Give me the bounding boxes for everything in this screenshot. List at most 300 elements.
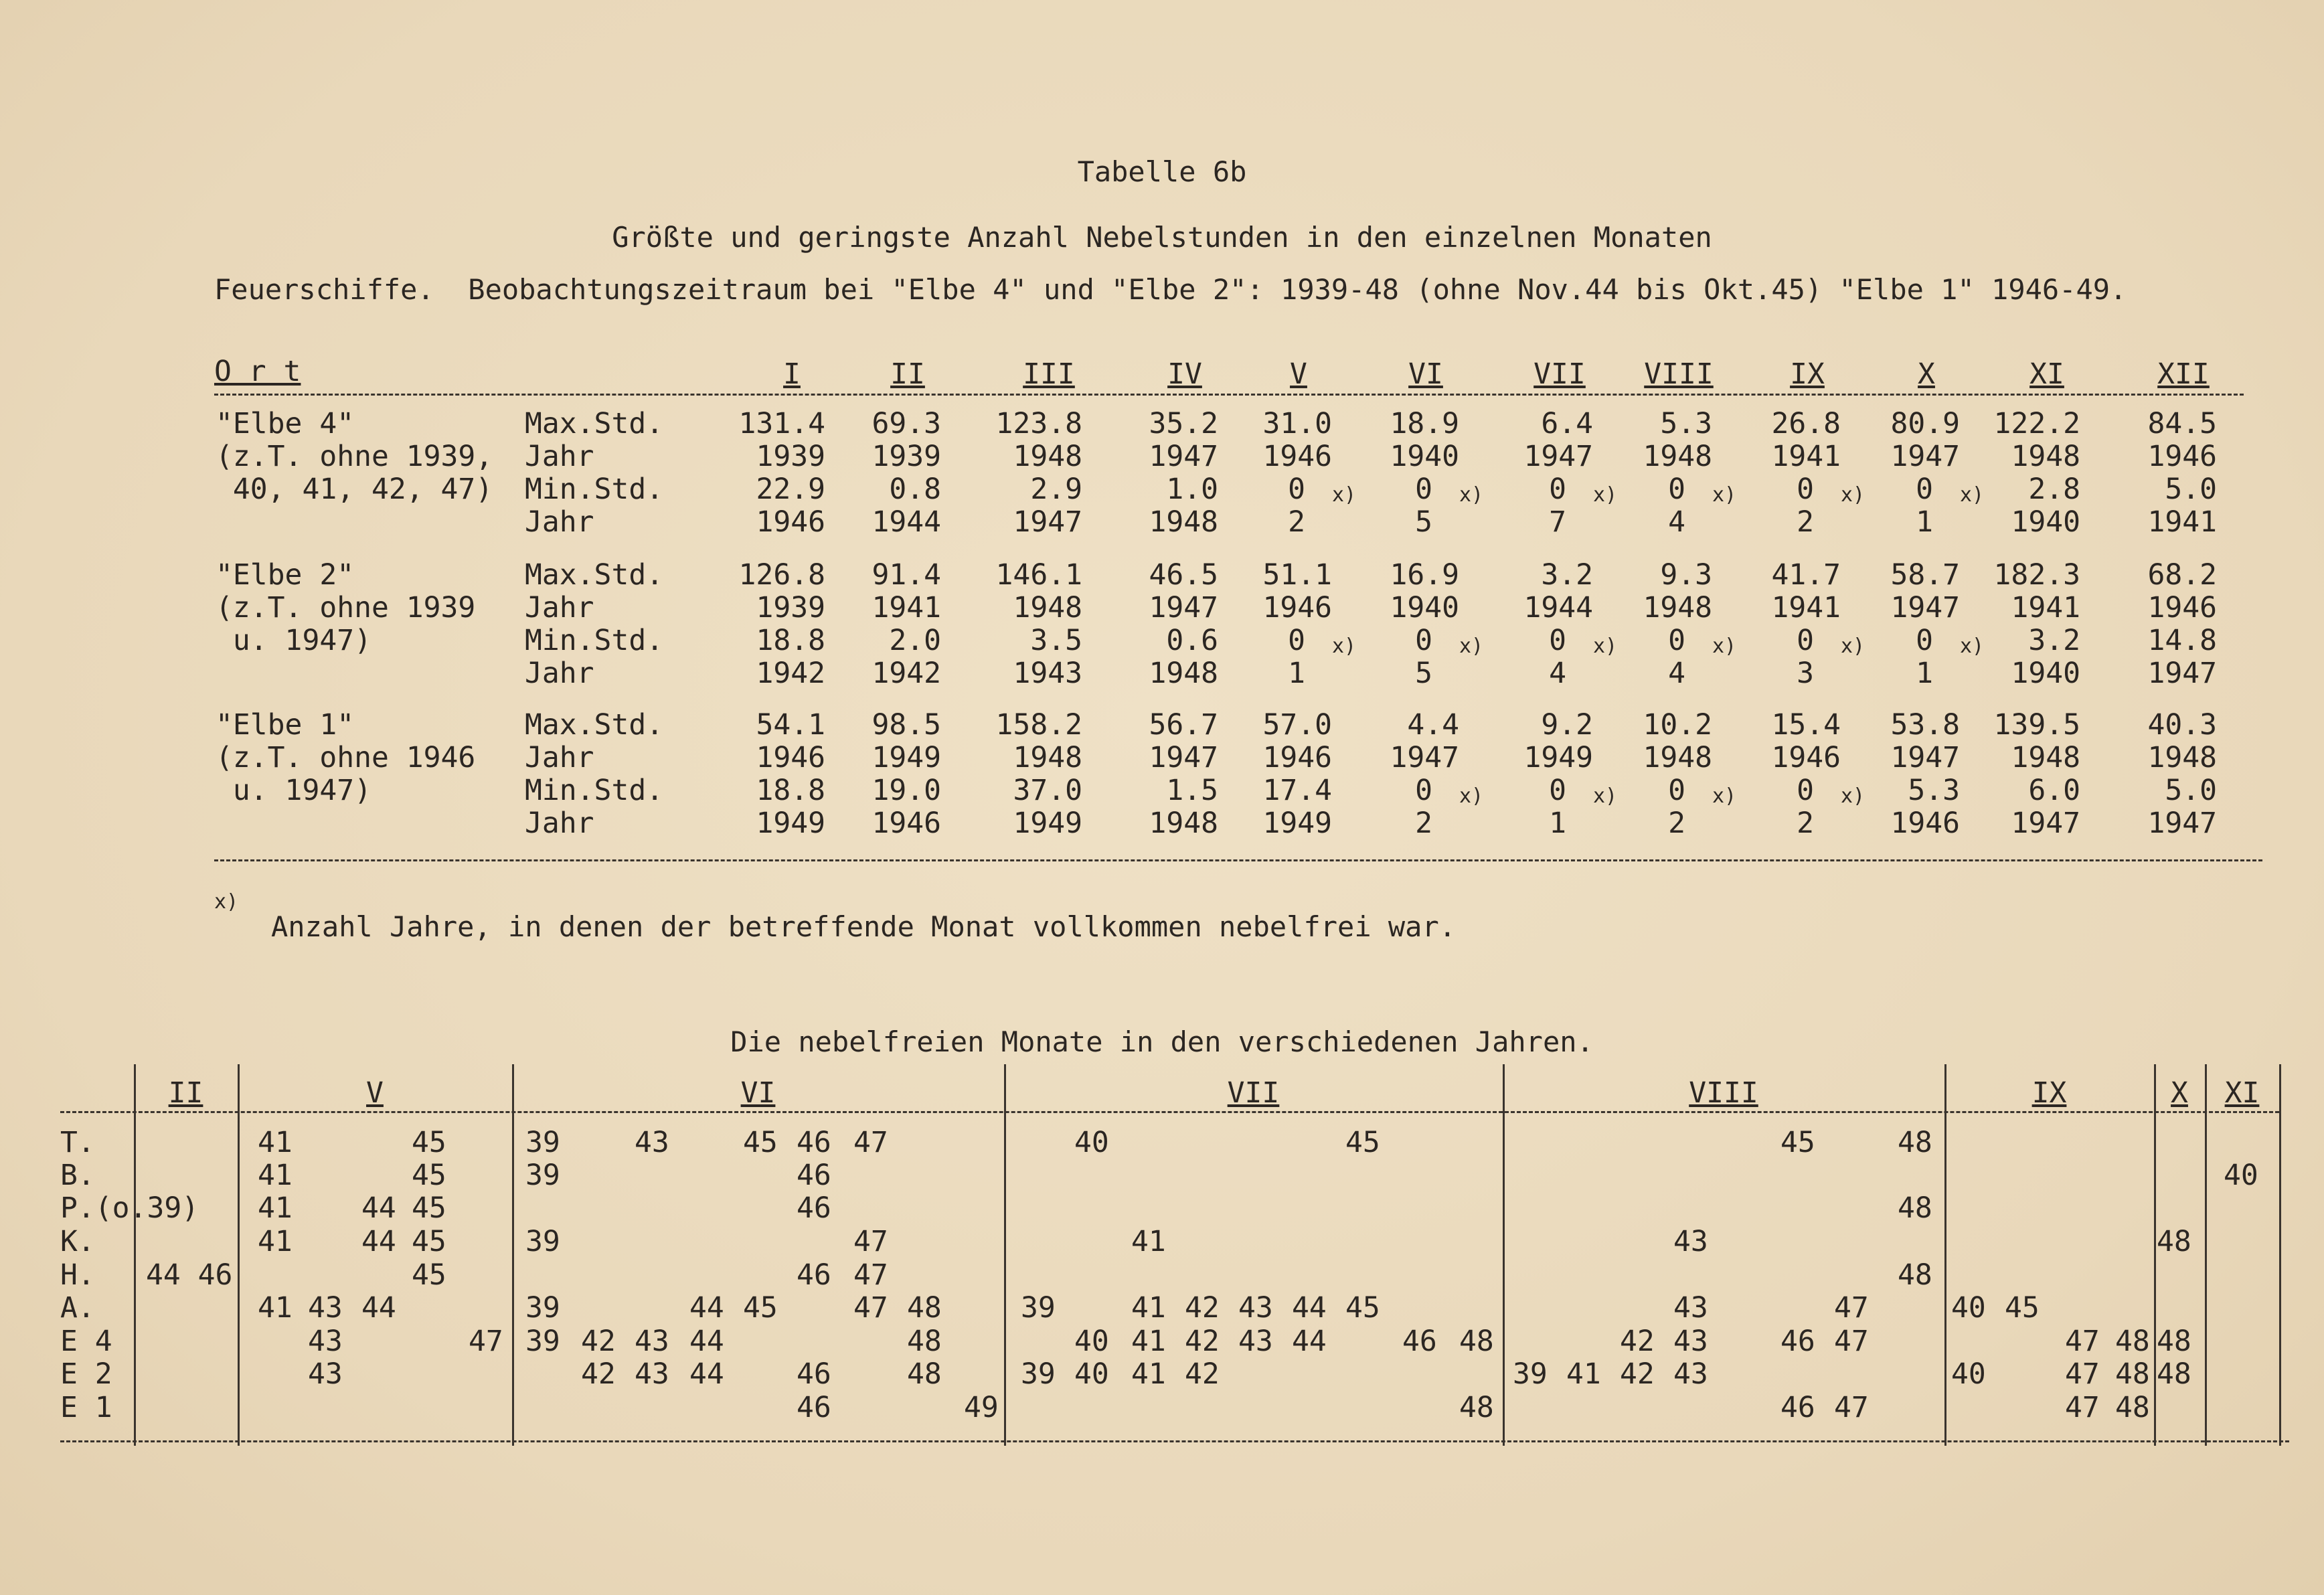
cell-value: 45 — [412, 1159, 446, 1192]
cell-value: 1947 — [1890, 440, 1960, 473]
cell-value: 42 — [1620, 1357, 1655, 1391]
cell-value: 44 — [1292, 1291, 1327, 1325]
cell-value: 39 — [525, 1159, 560, 1192]
cell-value: 10.2 — [1643, 708, 1712, 742]
cell-value: 43 — [308, 1357, 343, 1391]
row-label: E 2 — [60, 1357, 112, 1391]
cell-value: 41 — [258, 1225, 293, 1258]
row-label: Min.Std. — [525, 774, 664, 807]
cell-value: 48 — [1898, 1126, 1932, 1159]
cell-value: 45 — [412, 1258, 446, 1292]
cell-value: 0 — [1916, 473, 1933, 506]
cell-value: 46 — [797, 1191, 831, 1225]
row-label: Jahr — [525, 505, 594, 539]
cell-value: 3.5 — [1030, 624, 1082, 657]
cell-value: 43 — [1238, 1325, 1273, 1358]
cell-value: 40 — [1074, 1357, 1109, 1391]
cell-value: 1946 — [872, 807, 941, 840]
cell-value: 68.2 — [2147, 558, 2217, 592]
cell-value: 1.0 — [1166, 473, 1218, 506]
cell-value: 43 — [1673, 1325, 1708, 1358]
cell-value: 43 — [1238, 1291, 1273, 1325]
cell-value: 98.5 — [872, 708, 941, 742]
cell-value: 48 — [1459, 1325, 1494, 1358]
cell-value: 2.9 — [1030, 473, 1082, 506]
cell-value: 5.0 — [2165, 473, 2217, 506]
cell-value: 1947 — [1149, 440, 1218, 473]
cell-value: 1943 — [1013, 657, 1082, 690]
header-month-X: X — [2171, 1076, 2188, 1110]
column-divider — [512, 1064, 514, 1446]
cell-value: 14.8 — [2147, 624, 2217, 657]
cell-value: 80.9 — [1890, 407, 1960, 440]
cell-value: 1.5 — [1166, 774, 1218, 807]
cell-value: 2 x) — [1288, 483, 1357, 539]
row-label: A. — [60, 1291, 95, 1325]
cell-value: 1949 — [1013, 807, 1082, 840]
cell-value: 40 — [1951, 1291, 1986, 1325]
cell-value: 69.3 — [872, 407, 941, 440]
cell-value: 48 — [907, 1325, 942, 1358]
cell-value: 44 — [689, 1325, 724, 1358]
cell-value: 16.9 — [1390, 558, 1459, 592]
cell-value: 9.2 — [1541, 708, 1593, 742]
cell-value: 91.4 — [872, 558, 941, 592]
cell-value: 46 — [1780, 1325, 1815, 1358]
cell-value: 0 — [1916, 624, 1933, 657]
cell-value: 42 — [581, 1325, 616, 1358]
header-month-XI: XI — [2029, 357, 2064, 391]
cell-value: 46.5 — [1149, 558, 1218, 592]
cell-value: 48 — [907, 1291, 942, 1325]
cell-value: 42 — [1620, 1325, 1655, 1358]
cell-value: 1949 — [1523, 741, 1593, 774]
fog-free-months-title: Die nebelfreien Monate in den verschiedenen Jahren. — [730, 1025, 1594, 1058]
header-month-XI: XI — [2224, 1076, 2260, 1110]
location-label: u. 1947) — [216, 624, 371, 657]
row-label: Min.Std. — [525, 624, 664, 657]
header-ort: O r t — [214, 355, 301, 388]
cell-value: 2.8 — [2028, 473, 2080, 506]
cell-value: 0 — [1668, 473, 1685, 506]
cell-value: 47 — [1834, 1291, 1869, 1325]
cell-value: 47 — [853, 1126, 888, 1159]
cell-value: 45 — [743, 1126, 778, 1159]
cell-value: 43 — [635, 1357, 669, 1391]
row-label: Jahr — [525, 741, 594, 774]
cell-value: 45 — [743, 1291, 778, 1325]
cell-value: 1939 — [872, 440, 941, 473]
footnote-ref: x) — [1459, 483, 1484, 507]
table-subtitle: Größte und geringste Anzahl Nebelstunden in den einzelnen Monaten — [612, 221, 1712, 254]
cell-value: 40 — [1951, 1357, 1986, 1391]
cell-value: 0 — [1288, 473, 1305, 506]
cell-value: 0 — [1668, 774, 1685, 807]
header-month-VII: VII — [1227, 1076, 1280, 1110]
cell-value: 1947 — [1013, 505, 1082, 539]
cell-value: 1948 — [2147, 741, 2217, 774]
cell-value: 39 — [1021, 1357, 1056, 1391]
footnote-ref: x) — [1841, 784, 1865, 808]
cell-value: 40 — [1074, 1126, 1109, 1159]
cell-value: 1946 — [1262, 591, 1332, 624]
cell-value: 1941 — [1771, 591, 1841, 624]
cell-value: 6.0 — [2028, 774, 2080, 807]
cell-value: 46 — [797, 1258, 831, 1292]
row-label: P.(o.39) — [60, 1191, 199, 1225]
footnote-ref: x) — [1332, 483, 1357, 507]
cell-value: 5.0 — [2165, 774, 2217, 807]
cell-value: 44 — [361, 1191, 396, 1225]
cell-value: 39 — [1513, 1357, 1548, 1391]
row-label: E 4 — [60, 1325, 112, 1358]
header-rule — [214, 394, 2244, 396]
cell-value: 1946 — [1771, 741, 1841, 774]
cell-value: 41 — [1131, 1357, 1166, 1391]
cell-value: 1947 — [1890, 741, 1960, 774]
cell-value: 1940 — [2011, 657, 2080, 690]
column-divider — [1944, 1064, 1946, 1446]
cell-value: 1947 — [2147, 657, 2217, 690]
cell-value: 1947 — [1390, 741, 1459, 774]
cell-value: 31.0 — [1262, 407, 1332, 440]
cell-value: 39 — [525, 1291, 560, 1325]
cell-value: 47 — [2065, 1391, 2100, 1424]
cell-value: 1947 — [1149, 741, 1218, 774]
header-month-XII: XII — [2157, 357, 2210, 391]
cell-value: 56.7 — [1149, 708, 1218, 742]
header-month-VIII: VIII — [1644, 357, 1714, 391]
cell-value: 47 — [1834, 1325, 1869, 1358]
cell-value: 15.4 — [1771, 708, 1841, 742]
cell-value: 0.6 — [1166, 624, 1218, 657]
cell-value: 46 — [1402, 1325, 1437, 1358]
cell-value: 0 — [1668, 624, 1685, 657]
cell-value: 51.1 — [1262, 558, 1332, 592]
row-label: Jahr — [525, 657, 594, 690]
cell-value: 44 — [361, 1291, 396, 1325]
cell-value: 46 — [1780, 1391, 1815, 1424]
footnote-mark: x) — [214, 890, 239, 914]
cell-value: 46 — [797, 1357, 831, 1391]
header-month-IV: IV — [1167, 357, 1202, 391]
cell-value: 158.2 — [995, 708, 1082, 742]
cell-value: 1942 — [756, 657, 825, 690]
cell-value: 46 — [797, 1126, 831, 1159]
cell-value: 1947 — [2011, 807, 2080, 840]
cell-value: 1940 — [1390, 591, 1459, 624]
cell-value: 2 x) — [1797, 784, 1865, 840]
cell-value: 1948 — [1643, 741, 1712, 774]
table-title: Tabelle 6b — [1077, 155, 1247, 188]
cell-value: 44 — [361, 1225, 396, 1258]
row-label: Jahr — [525, 440, 594, 473]
cell-value: 41 — [1131, 1225, 1166, 1258]
cell-value: 146.1 — [995, 558, 1082, 592]
cell-value: 5.3 — [1908, 774, 1960, 807]
cell-value: 43 — [308, 1291, 343, 1325]
cell-value: 1946 — [2147, 591, 2217, 624]
cell-value: 48 — [2157, 1357, 2191, 1391]
cell-value: 45 — [2005, 1291, 2040, 1325]
header-month-II: II — [168, 1076, 203, 1110]
footnote-ref: x) — [1712, 483, 1737, 507]
footnote-ref: x) — [1960, 635, 1985, 658]
observation-period-note: Feuerschiffe. Beobachtungszeitraum bei "Elbe 4" und "Elbe 2": 1939-48 (ohne Nov.44 bis Okt.45) "Elbe 1" 1946-49. — [214, 273, 2127, 306]
cell-value: 0 — [1797, 624, 1814, 657]
cell-value: 182.3 — [1993, 558, 2080, 592]
cell-value: 1949 — [1262, 807, 1332, 840]
cell-value: 48 — [907, 1357, 942, 1391]
cell-value: 45 — [412, 1191, 446, 1225]
cell-value: 47 — [2065, 1325, 2100, 1358]
cell-value: 4 x) — [1668, 483, 1737, 539]
cell-value: 1948 — [1013, 440, 1082, 473]
cell-value: 1941 — [2011, 591, 2080, 624]
column-divider — [1503, 1064, 1505, 1446]
footnote-ref: x) — [1459, 784, 1484, 808]
cell-value: 123.8 — [995, 407, 1082, 440]
cell-value: 47 — [853, 1258, 888, 1292]
cell-value: 58.7 — [1890, 558, 1960, 592]
header-month-IX: IX — [2031, 1076, 2067, 1110]
cell-value: 42 — [1185, 1291, 1220, 1325]
cell-value: 39 — [525, 1325, 560, 1358]
cell-value: 122.2 — [1993, 407, 2080, 440]
footnote-ref: x) — [1593, 784, 1618, 808]
cell-value: 47 — [2065, 1357, 2100, 1391]
header-month-VII: VII — [1533, 357, 1586, 391]
cell-value: 41 — [1566, 1357, 1601, 1391]
cell-value: 1948 — [1643, 440, 1712, 473]
row-label: K. — [60, 1225, 95, 1258]
cell-value: 42 — [1185, 1357, 1220, 1391]
cell-value: 0 — [1797, 774, 1814, 807]
cell-value: 1942 — [872, 657, 941, 690]
cell-value: 3.2 — [1541, 558, 1593, 592]
cell-value: 1 x) — [1288, 635, 1357, 690]
cell-value: 1946 — [1262, 741, 1332, 774]
cell-value: 1949 — [756, 807, 825, 840]
footnote-ref: x) — [1841, 635, 1865, 658]
header-month-X: X — [1918, 357, 1935, 391]
cell-value: 37.0 — [1013, 774, 1082, 807]
cell-value: 1948 — [2011, 741, 2080, 774]
cell-value: 45 — [412, 1126, 446, 1159]
cell-value: 41 — [258, 1159, 293, 1192]
cell-value: 45 — [1345, 1126, 1380, 1159]
cell-value: 35.2 — [1149, 407, 1218, 440]
cell-value: 42 — [1185, 1325, 1220, 1358]
column-divider — [2279, 1064, 2281, 1446]
cell-value: 5 x) — [1415, 483, 1484, 539]
location-label: 40, 41, 42, 47) — [216, 473, 493, 506]
cell-value: 48 — [2115, 1391, 2150, 1424]
cell-value: 1940 — [1390, 440, 1459, 473]
cell-value: 3.2 — [2028, 624, 2080, 657]
cell-value: 1947 — [2147, 807, 2217, 840]
cell-value: 3 x) — [1797, 635, 1865, 690]
cell-value: 18.8 — [756, 624, 825, 657]
table-bottom-rule — [60, 1440, 2289, 1442]
cell-value: 18.8 — [756, 774, 825, 807]
cell-value: 49 — [964, 1391, 999, 1424]
cell-value: 1948 — [2011, 440, 2080, 473]
cell-value: 1946 — [756, 741, 825, 774]
footnote-ref: x) — [1459, 635, 1484, 658]
cell-value: 1946 — [1262, 440, 1332, 473]
table-bottom-rule — [214, 859, 2262, 861]
cell-value: 41 — [258, 1126, 293, 1159]
row-label: Max.Std. — [525, 708, 664, 742]
cell-value: 48 — [2157, 1225, 2191, 1258]
location-label: (z.T. ohne 1939, — [216, 440, 493, 473]
cell-value: 44 46 — [146, 1258, 233, 1292]
cell-value: 43 — [1673, 1225, 1708, 1258]
cell-value: 1947 — [1149, 591, 1218, 624]
cell-value: 41.7 — [1771, 558, 1841, 592]
cell-value: 48 — [1898, 1191, 1932, 1225]
cell-value: 1948 — [1013, 741, 1082, 774]
cell-value: 1948 — [1149, 657, 1218, 690]
cell-value: 5 x) — [1415, 635, 1484, 690]
cell-value: 0 — [1415, 473, 1432, 506]
cell-value: 42 — [581, 1357, 616, 1391]
cell-value: 1 x) — [1549, 784, 1618, 840]
row-label: Jahr — [525, 591, 594, 624]
cell-value: 47 — [469, 1325, 503, 1358]
cell-value: 19.0 — [872, 774, 941, 807]
cell-value: 40.3 — [2147, 708, 2217, 742]
cell-value: 47 — [853, 1225, 888, 1258]
row-label: Max.Std. — [525, 558, 664, 592]
cell-value: 1944 — [872, 505, 941, 539]
cell-value: 1940 — [2011, 505, 2080, 539]
column-divider — [1004, 1064, 1006, 1446]
footnote-ref: x) — [1712, 784, 1737, 808]
cell-value: 48 — [1459, 1391, 1494, 1424]
cell-value: 1 x) — [1916, 635, 1985, 690]
cell-value: 1948 — [1149, 807, 1218, 840]
cell-value: 126.8 — [738, 558, 825, 592]
cell-value: 44 — [689, 1357, 724, 1391]
row-label: Min.Std. — [525, 473, 664, 506]
footnote-ref: x) — [1712, 635, 1737, 658]
cell-value: 1946 — [1890, 807, 1960, 840]
cell-value: 43 — [1673, 1357, 1708, 1391]
cell-value: 139.5 — [1993, 708, 2080, 742]
cell-value: 45 — [1780, 1126, 1815, 1159]
row-label: Max.Std. — [525, 407, 664, 440]
cell-value: 48 — [2115, 1325, 2150, 1358]
cell-value: 39 — [525, 1126, 560, 1159]
cell-value: 26.8 — [1771, 407, 1841, 440]
cell-value: 48 — [2115, 1357, 2150, 1391]
cell-value: 1941 — [1771, 440, 1841, 473]
cell-value: 0 — [1549, 624, 1566, 657]
column-divider — [2205, 1064, 2207, 1446]
cell-value: 1 x) — [1916, 483, 1985, 539]
cell-value: 2 x) — [1668, 784, 1737, 840]
cell-value: 54.1 — [756, 708, 825, 742]
row-label: T. — [60, 1126, 95, 1159]
cell-value: 41 — [1131, 1291, 1166, 1325]
cell-value: 43 — [635, 1325, 669, 1358]
cell-value: 84.5 — [2147, 407, 2217, 440]
column-divider — [238, 1064, 240, 1446]
cell-value: 18.9 — [1390, 407, 1459, 440]
cell-value: 0 — [1797, 473, 1814, 506]
cell-value: 1948 — [1013, 591, 1082, 624]
cell-value: 53.8 — [1890, 708, 1960, 742]
header-month-IX: IX — [1790, 357, 1825, 391]
cell-value: 0 — [1415, 624, 1432, 657]
cell-value: 22.9 — [756, 473, 825, 506]
cell-value: 1947 — [1890, 591, 1960, 624]
cell-value: 2 x) — [1797, 483, 1865, 539]
footnote-ref: x) — [1593, 483, 1618, 507]
header-month-VIII: VIII — [1689, 1076, 1758, 1110]
cell-value: 1939 — [756, 591, 825, 624]
cell-value: 47 — [853, 1291, 888, 1325]
cell-value: 1948 — [1149, 505, 1218, 539]
cell-value: 1939 — [756, 440, 825, 473]
cell-value: 43 — [1673, 1291, 1708, 1325]
cell-value: 40 — [1074, 1325, 1109, 1358]
cell-value: 47 — [1834, 1391, 1869, 1424]
cell-value: 17.4 — [1262, 774, 1332, 807]
cell-value: 41 — [258, 1291, 293, 1325]
cell-value: 1946 — [2147, 440, 2217, 473]
cell-value: 39 — [525, 1225, 560, 1258]
header-month-II: II — [890, 357, 925, 391]
cell-value: 4.4 — [1407, 708, 1459, 742]
cell-value: 46 — [797, 1159, 831, 1192]
row-label: H. — [60, 1258, 95, 1292]
cell-value: 48 — [1898, 1258, 1932, 1292]
row-label: E 1 — [60, 1391, 112, 1424]
header-month-V: V — [1290, 357, 1307, 391]
cell-value: 43 — [308, 1325, 343, 1358]
location-label: "Elbe 4" — [216, 407, 355, 440]
cell-value: 0 — [1549, 473, 1566, 506]
header-month-VI: VI — [740, 1076, 776, 1110]
header-month-V: V — [366, 1076, 384, 1110]
header-month-VI: VI — [1408, 357, 1443, 391]
cell-value: 45 — [1345, 1291, 1380, 1325]
row-label: Jahr — [525, 807, 594, 840]
cell-value: 1941 — [2147, 505, 2217, 539]
cell-value: 131.4 — [738, 407, 825, 440]
cell-value: 0 — [1415, 774, 1432, 807]
cell-value: 0 — [1288, 624, 1305, 657]
cell-value: 4 x) — [1668, 635, 1737, 690]
footnote-ref: x) — [1593, 635, 1618, 658]
cell-value: 41 — [258, 1191, 293, 1225]
cell-value: 6.4 — [1541, 407, 1593, 440]
cell-value: 1944 — [1523, 591, 1593, 624]
cell-value: 1947 — [1523, 440, 1593, 473]
cell-value: 2 x) — [1415, 784, 1484, 840]
cell-value: 44 — [1292, 1325, 1327, 1358]
cell-value: 1941 — [872, 591, 941, 624]
cell-value: 1949 — [872, 741, 941, 774]
cell-value: 46 — [797, 1391, 831, 1424]
cell-value: 9.3 — [1660, 558, 1712, 592]
cell-value: 57.0 — [1262, 708, 1332, 742]
cell-value: 48 — [2157, 1325, 2191, 1358]
location-label: "Elbe 2" — [216, 558, 355, 592]
